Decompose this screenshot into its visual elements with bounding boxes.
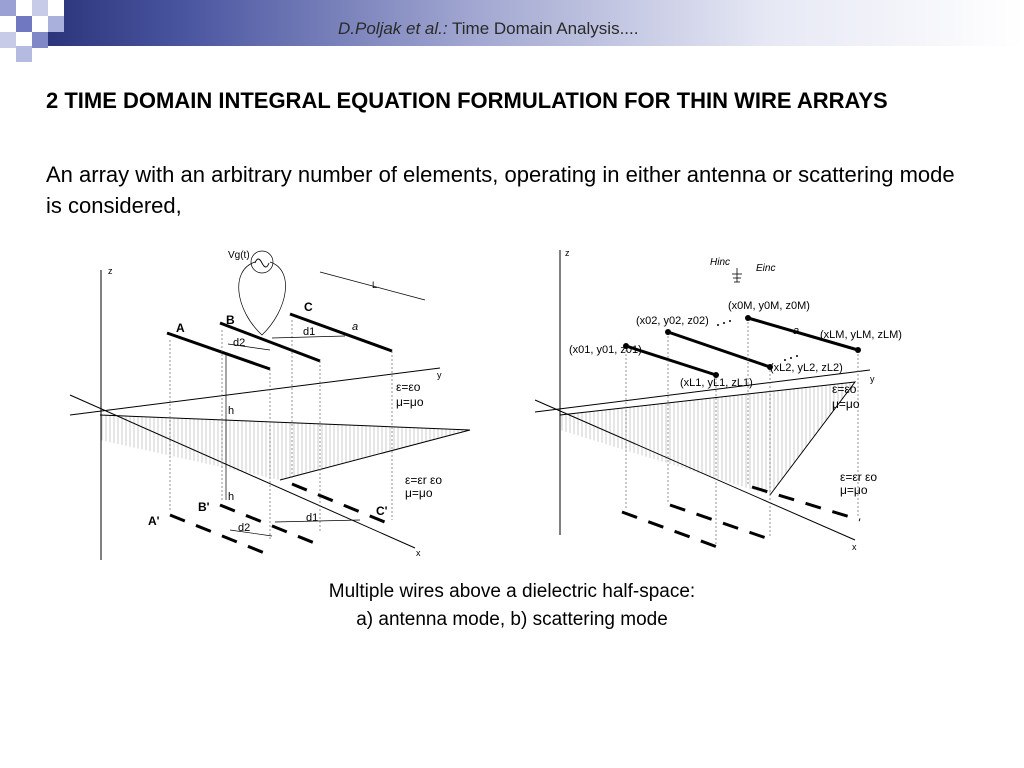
point-01-label: (x01, y01, z01) xyxy=(569,344,642,356)
wires-a xyxy=(167,314,392,369)
upper-eps-label-b: ε=εo xyxy=(832,382,857,396)
lower-eps-label-a: ε=εr εo xyxy=(405,473,443,487)
source-label: Vg(t) xyxy=(228,250,250,261)
lower-eps-label-b: ε=εr εo xyxy=(840,470,878,484)
wire-2-b xyxy=(668,332,770,367)
axis-z-label-b: z xyxy=(565,248,570,258)
radius-label-a: a xyxy=(352,321,359,333)
h-inc-label: Hinc xyxy=(710,257,731,268)
point-02-label: (x02, y02, z02) xyxy=(636,315,709,327)
wire-B-label: B xyxy=(226,313,235,327)
point-0M-label: (x0M, y0M, z0M) xyxy=(728,300,810,312)
figure-b xyxy=(535,248,902,552)
image-C-label: C' xyxy=(376,504,388,518)
header-authors: D.Poljak et al.: xyxy=(338,19,448,38)
point-LM-label: (xLM, yLM, zLM) xyxy=(820,329,902,341)
length-label: L xyxy=(372,280,378,290)
image-wires-b xyxy=(622,487,860,548)
lower-mu-label-a: μ=μo xyxy=(405,486,433,500)
spacing-d2-label: d2 xyxy=(233,337,246,349)
caption-line-1: Multiple wires above a dielectric half-space: xyxy=(328,581,696,602)
wire-A-label: A xyxy=(176,321,185,335)
upper-mu-label-b: μ=μo xyxy=(832,397,860,411)
height-label: h xyxy=(228,405,235,417)
image-d1-label: d1 xyxy=(306,512,319,524)
axis-y-label-a: y xyxy=(437,370,442,380)
header-title xyxy=(338,19,638,39)
image-height-label: h xyxy=(228,491,235,503)
axis-y-a xyxy=(70,368,440,415)
figure-caption xyxy=(0,578,1024,634)
intro-paragraph: An array with an arbitrary number of elements, operating in either antenna or scattering mode is considered, xyxy=(46,162,955,218)
upper-eps-label-a: ε=εo xyxy=(396,380,421,394)
wire-C-label: C xyxy=(304,300,313,314)
axis-y-label-b: y xyxy=(870,374,875,384)
header-title-text: Time Domain Analysis.... xyxy=(452,19,639,38)
section-heading: 2 TIME DOMAIN INTEGRAL EQUATION FORMULATION FOR THIN WIRE ARRAYS xyxy=(46,88,888,113)
wire-A xyxy=(167,333,270,369)
incident-field-symbol xyxy=(732,268,742,282)
spacing-d1-label: d1 xyxy=(303,326,316,338)
radius-label-b: a xyxy=(793,325,800,337)
ground-hatch-a xyxy=(100,415,470,480)
image-B-label: B' xyxy=(198,500,210,514)
caption-line-2: a) antenna mode, b) scattering mode xyxy=(356,609,668,630)
figure-wires-half-space xyxy=(0,236,1024,566)
axis-x-label-b: x xyxy=(852,542,857,552)
axis-x-label-a: x xyxy=(416,548,421,558)
lower-mu-label-b: μ=μo xyxy=(840,483,868,497)
image-d2-label: d2 xyxy=(238,522,251,534)
e-inc-label: Einc xyxy=(756,263,776,274)
point-L1-label: (xL1, yL1, zL1) xyxy=(680,377,753,389)
image-A-label: A' xyxy=(148,514,160,528)
figure-a xyxy=(70,250,470,560)
point-L2-label: (xL2, yL2, zL2) xyxy=(770,362,843,374)
axis-z-label-a: z xyxy=(108,266,113,276)
upper-mu-label-a: μ=μo xyxy=(396,395,424,409)
logo-squares xyxy=(0,0,80,62)
